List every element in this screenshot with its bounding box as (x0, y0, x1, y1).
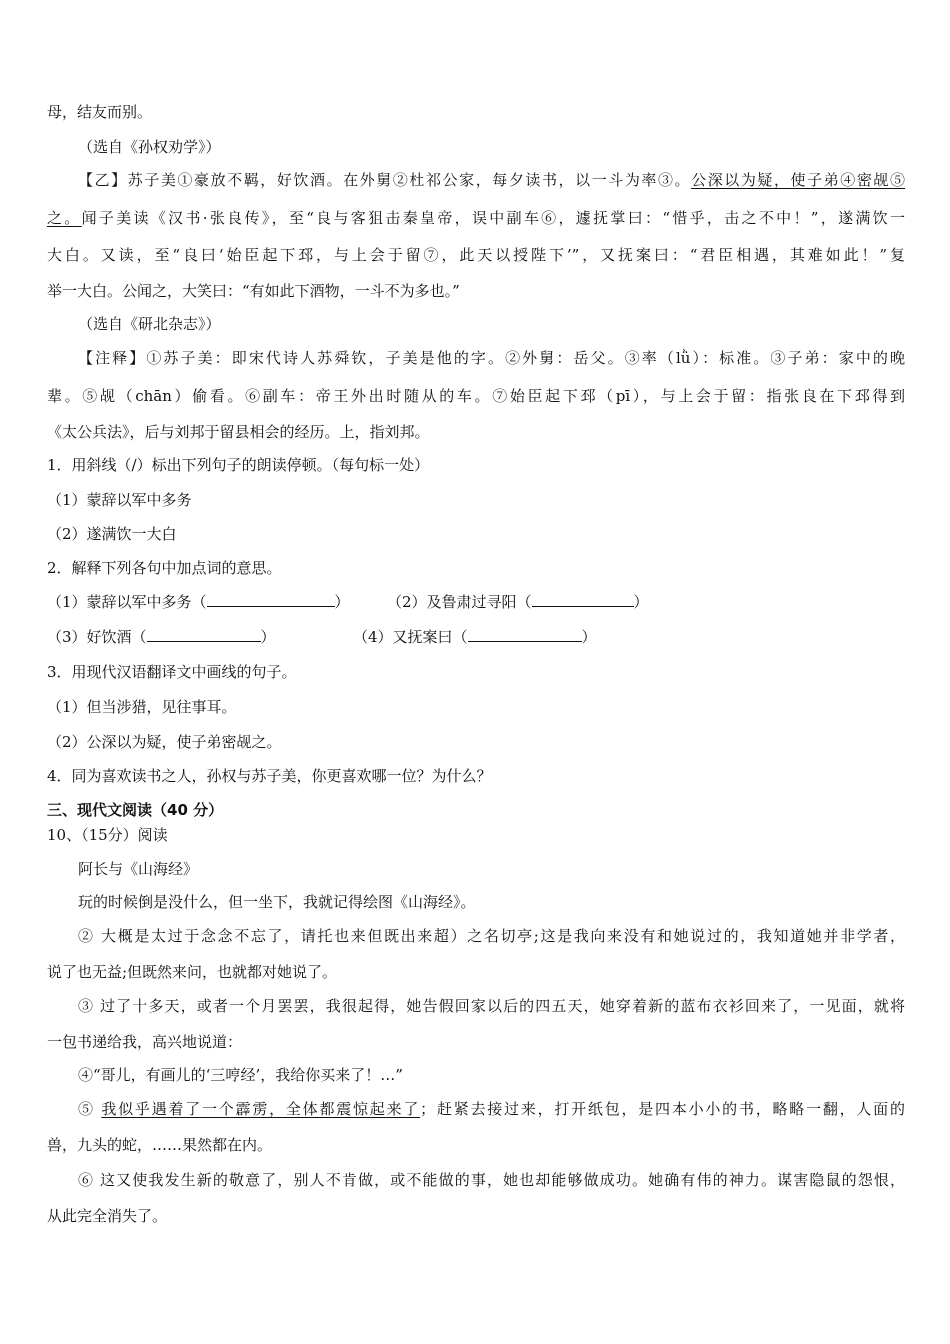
yi-line-4: 举一大白。公闻之，大笑曰：“有如此下酒物，一斗不为多也。” (47, 282, 460, 300)
q2-item-3-blank[interactable] (147, 627, 261, 642)
article-para-2-line-2: 说了也无益;但既然来问，也就都对她说了。 (47, 963, 338, 981)
para-5-marker: ⑤ (78, 1100, 102, 1118)
notes-line-2: 辈。⑤觇（chān）偷看。⑥副车：帝王外出时随从的车。⑦始臣起下邳（pī），与上会于留：指张良在下邳得到 (47, 387, 905, 405)
yi-underlined-sentence-part1: 公深以为疑，使子弟④密觇⑤ (691, 171, 905, 189)
q2-item-2-blank[interactable] (532, 592, 634, 607)
question-2-row-2 (47, 627, 905, 649)
article-para-4: ④“哥儿，有画儿的‘三哼经’，我给你买来了！…” (78, 1066, 403, 1084)
yi-line-1 (78, 170, 905, 192)
q2-item-2-close: ） (633, 593, 649, 611)
yi-line-3: 大白。又读，至“良曰‘始臣起下邳，与上会于留⑦，此天以授陛下’”，又抚案曰：“君臣相遇，其难如此！”复 (47, 246, 905, 264)
yi-line-2-text: 闻子美读《汉书·张良传》，至“良与客狙击秦皇帝，误中副车⑥，遽抚掌曰：“惜乎，击之不中！”，遂满饮一 (81, 209, 905, 227)
para-5-text: ；赶紧去接过来，打开纸包，是四本小小的书，略略一翻，人面的 (420, 1100, 905, 1118)
q2-item-4-blank[interactable] (468, 627, 582, 642)
question-3-item-2: （2）公深以为疑，使子弟密觇之。 (47, 733, 282, 751)
article-title: 阿长与《山海经》 (78, 860, 199, 878)
q2-item-1-close: ） (334, 593, 350, 611)
article-para-3-line-1: ③ 过了十多天，或者一个月罢罢，我很起得，她告假回家以后的四五天，她穿着新的蓝布衣衫回来了，一见面，就将 (78, 997, 905, 1015)
notes-line-1: 【注释】①苏子美：即宋代诗人苏舜钦，子美是他的字。②外舅：岳父。③率（lǜ）：标准。③子弟：家中的晚 (78, 349, 905, 367)
article-para-6-line-2: 从此完全消失了。 (47, 1207, 168, 1225)
question-2-row-1 (47, 592, 905, 614)
section-3-heading: 三、现代文阅读（40 分） (47, 801, 224, 819)
q2-item-4-close: ） (581, 628, 597, 646)
article-para-2-line-1: ② 大概是太过于念念不忘了，请托也来但既出来超）之名切亭;这是我向来没有和她说过的，我知道她并非学者， (78, 927, 905, 945)
q2-item-4 (353, 627, 597, 647)
jia-tail-line: 母，结友而别。 (47, 103, 153, 121)
q2-item-1-label: （1）蒙辞以军中多务（ (47, 593, 207, 611)
question-3: 3．用现代汉语翻译文中画线的句子。 (47, 663, 297, 681)
article-para-1: 玩的时候倒是没什么，但一坐下，我就记得绘图《山海经》。 (78, 893, 476, 911)
article-para-6-line-1: ⑥ 这又使我发生新的敬意了，别人不肯做，或不能做的事，她也却能够做成功。她确有伟的神力。谋害隐鼠的怨恨， (78, 1171, 905, 1189)
article-para-5-line-2: 兽，九头的蛇，……果然都在内。 (47, 1136, 273, 1154)
yi-underlined-sentence-part2: 之。 (47, 209, 82, 227)
question-10: 10、（15分）阅读 (47, 826, 168, 844)
notes-line-3: 《太公兵法》，后与刘邦于留县相会的经历。上，指刘邦。 (47, 423, 430, 441)
question-1: 1．用斜线（/）标出下列句子的朗读停顿。（每句标一处） (47, 456, 430, 474)
question-1-item-2: （2）遂满饮一大白 (47, 525, 177, 543)
question-3-item-1: （1）但当涉猎，见往事耳。 (47, 698, 237, 716)
para-5-underlined-sentence: 我似乎遇着了一个霹雳，全体都震惊起来了 (101, 1100, 421, 1118)
yi-source: （选自《研北杂志》） (78, 315, 221, 333)
q2-item-1-blank[interactable] (207, 592, 335, 607)
q2-item-3-close: ） (260, 628, 276, 646)
question-1-item-1: （1）蒙辞以军中多务 (47, 491, 192, 509)
jia-source: （选自《孙权劝学》） (78, 138, 221, 156)
q2-item-2 (387, 592, 649, 612)
yi-line-1-text: 【乙】苏子美①豪放不羁，好饮酒。在外舅②杜祁公家，每夕读书，以一斗为率③。 (78, 171, 692, 189)
q2-item-2-label: （2）及鲁肃过寻阳（ (387, 593, 532, 611)
yi-line-2 (47, 208, 905, 230)
q2-item-4-label: （4）又抚案曰（ (353, 628, 468, 646)
question-2: 2．解释下列各句中加点词的意思。 (47, 559, 282, 577)
article-para-5-line-1 (78, 1099, 905, 1121)
article-para-3-line-2: 一包书递给我，高兴地说道： (47, 1033, 243, 1051)
q2-item-3-label: （3）好饮酒（ (47, 628, 147, 646)
question-4: 4．同为喜欢读书之人，孙权与苏子美，你更喜欢哪一位？为什么？ (47, 767, 492, 785)
